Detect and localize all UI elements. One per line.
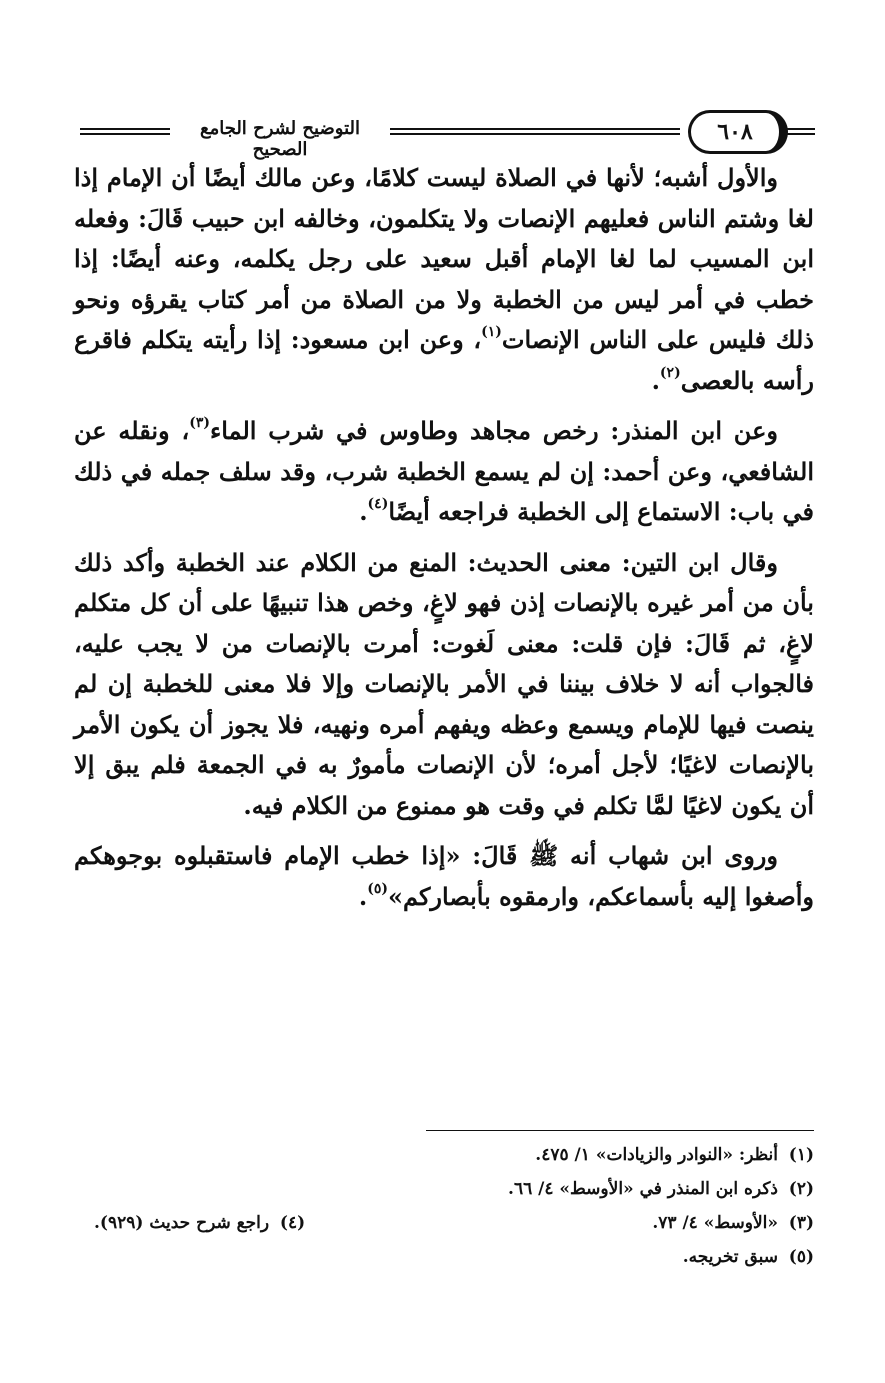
footnote-separator <box>426 1130 814 1131</box>
header-rule-right <box>780 128 815 136</box>
footnote-ref[interactable]: (١) <box>481 324 502 340</box>
page-header <box>70 108 815 160</box>
footnote-ref[interactable]: (٢) <box>659 364 681 381</box>
footnote-text: ذكره ابن المنذر في «الأوسط» ٤/ ٦٦. <box>508 1179 778 1199</box>
footnote-number: (١) <box>788 1145 814 1165</box>
footnote <box>94 1206 305 1240</box>
paragraph <box>74 836 814 917</box>
paragraph-text: ، وعن ابن مسعود: إذا رأيته يتكلم فاقرع رأسه بالعصى <box>74 325 814 395</box>
header-rule-left <box>80 128 170 136</box>
footnote-number: (٤) <box>279 1213 306 1233</box>
header-rule-middle <box>390 128 680 136</box>
footnote <box>74 1172 814 1206</box>
paragraph <box>74 543 814 827</box>
footnote-ref[interactable]: (٤) <box>367 496 389 512</box>
paragraph-text: ، ونقله عن الشافعي، وعن أحمد: إن لم يسمع الخطبة شرب، وقد سلف جمله في ذلك في باب: الاستماع إلى الخطبة فراجعه أيضًا <box>74 416 814 526</box>
footnote-number: (٢) <box>788 1179 814 1199</box>
paragraph-text: وعن ابن المنذر: رخص مجاهد وطاوس في شرب الماء <box>209 416 778 445</box>
footnote <box>454 1206 814 1240</box>
paragraph-text: . <box>359 497 368 526</box>
footnote-text: سبق تخريجه. <box>682 1247 778 1267</box>
paragraph <box>74 411 814 533</box>
footnote-ref[interactable]: (٣) <box>189 415 210 431</box>
footnote-number: (٣) <box>788 1213 814 1233</box>
paragraph-text: . <box>358 881 368 911</box>
footnote-text: راجع شرح حديث (٩٢٩). <box>94 1213 270 1233</box>
paragraph <box>74 158 814 401</box>
paragraph-text: . <box>651 365 660 395</box>
paragraph-text: وروى ابن شهاب أنه ﷺ قَالَ: «إذا خطب الإمام فاستقبلوه بوجوهكم وأصغوا إليه بأسماعكم، وارمقوه بأبصاركم» <box>74 841 814 911</box>
footnote <box>74 1138 814 1172</box>
footnote-number: (٥) <box>788 1247 814 1267</box>
footnote-text: أنظر: «النوادر والزيادات» ١/ ٤٧٥. <box>535 1145 778 1165</box>
paragraph-text: وقال ابن التين: معنى الحديث: المنع من الكلام عند الخطبة وأكد ذلك بأن من أمر غيره بالإنصات إذن فهو لاغٍ، وخص هذا تنبيهًا على أن كل متكلم لاغٍ، ثم قَالَ: فإن قلت: معنى لَغوت: أمرت بالإنصات من لا يجب عليه، فالجواب أنه لا خلاف بيننا في الأمر بالإنصات وإلا فلا معنى للخطبة إن لم ينصت فيها للإمام ويسمع وعظه ويفهم أمره ونهيه، فلا يجوز أن يكون الأمر بالإنصات لاغيًا؛ لأجل أمره؛ لأن الإنصات مأمورٌ به في الجمعة فلم يبق إلا أن يكون لاغيًا لمَّا تكلم في وقت هو ممنوع من الكلام فيه. <box>74 547 814 820</box>
paragraph-text: والأول أشبه؛ لأنها في الصلاة ليست كلامًا، وعن مالك أيضًا أن الإمام إذا لغا وشتم الناس فعليهم الإنصات ولا يتكلمون، وخالفه ابن حبيب قَالَ: وفعله ابن المسيب لما لغا الإمام أقبل سعيد على رجل يكلمه، وعنه أيضًا: إذا خطب في أمر ليس من الخطبة ولا من الصلاة من أمر كتاب يقرؤه ونحو ذلك فليس على الناس الإنصات <box>74 163 814 354</box>
footnotes <box>74 1138 814 1274</box>
footnote <box>74 1240 814 1274</box>
book-title: التوضيح لشرح الجامع الصحيح <box>200 118 360 160</box>
footnote-ref[interactable]: (٥) <box>367 880 389 897</box>
footnote-row <box>74 1206 814 1240</box>
page-number: ٦٠٨ <box>688 110 788 154</box>
footnote-text: «الأوسط» ٤/ ٧٣. <box>652 1213 778 1233</box>
main-text <box>74 158 814 927</box>
